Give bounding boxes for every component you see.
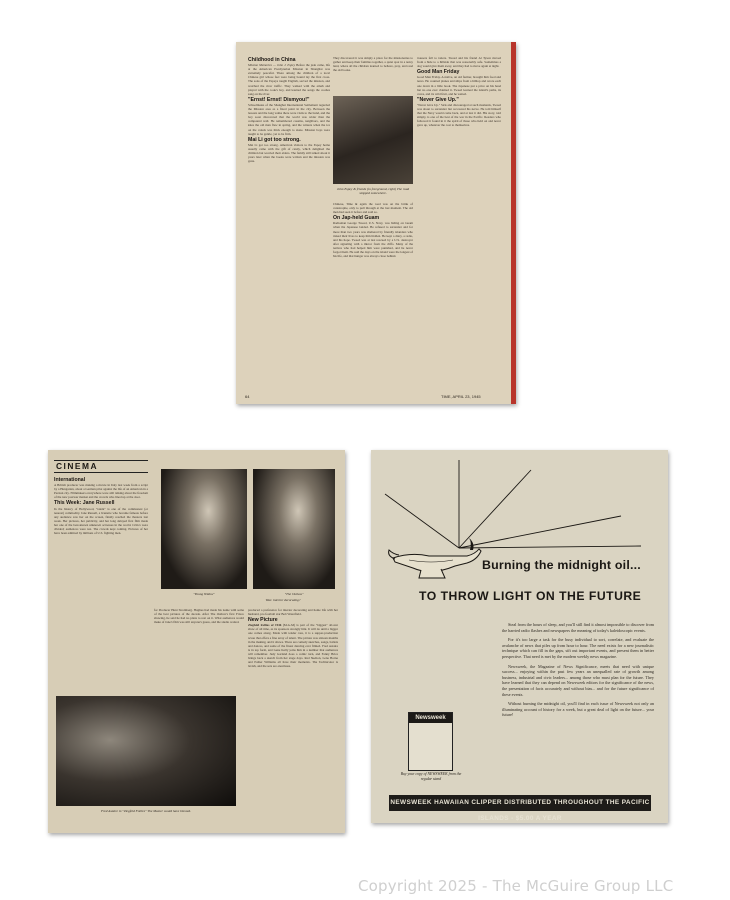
- subhead-4: Good Man Friday: [417, 69, 460, 76]
- magazine-page-newsweek-ad: [371, 450, 668, 823]
- text-column-2-top: They discovered it was simply a place for the missionaries to gather and keep their families together, a quiet spot in a noisy land, where all the children learned to behave, pray, and read the old books.: [333, 56, 413, 73]
- ad-body-paragraph: Newsweek, the Magazine of News Significance, meets that need with unique success... enjoying within the past few years an unequalled rate of growth among business, industrial and civic leaders... among those who must plan for the future. They have learned that they can depend on Newsweek editors for the significance of the news, the presentation of facts accurately and without bias... and for the future significance of these events.: [502, 663, 654, 697]
- new-picture-title: Ziegfeld Follies of 1946: [248, 623, 282, 628]
- page-number: 64: [245, 394, 250, 399]
- text-column-3: trousers fell to tatters. Tweed and his friend Al Tyson moved from a hide to a hillside that was reasonably safe. Sometimes a dog would give them away, and they had to move again at night. Good Man Friday Good Man Friday. A native, an old farmer, brought him food and news. He counted planes and ships from a hilltop and wrote each one down in a little book. The Japanese put a price on his head but no one ever claimed it. Tweed learned the island's paths, its caves, and its wild fruit, and he waited. "Never Give Up." "Never Give Up." Sick and discouraged at such moments, Tweed was about to surrender but recovered his nerve. He told himself that the Navy would come back, and at last it did. His story, told simply, is one of the best of the war in the Pacific. Readers who followed it found in it the spirit of those who held on and never gave up, whatever the cost to themselves.: [417, 56, 501, 128]
- cinema-column-1: International A British producer was making a movie in Italy last week from a script by a Hungarian, about a German pilot against the life of an American in a Persian city. Filmmakers everywhere were still talking about the freedom of the new postwar market and the crowds who lined up at the door. This Week: Jane Russell In the history of Hollywood, "talent" is one of the commonest (or nearest) commodity. Jane Russell, a brunette who became famous before any audience saw her on the screen, finally reached the theaters last week. Her pictures, her publicity, and her long delayed first film made her one of the best-known unknown actresses in the world. Critics were divided; audiences were not. The crowds kept coming. Pictures of her have been admired by millions of U.S. fighting men.: [54, 477, 148, 536]
- newsweek-logo: Newsweek: [409, 713, 452, 723]
- photo-ziegfeld-follies: [56, 696, 236, 806]
- caption-young-widow: "Young Widow": [193, 592, 215, 596]
- cinema-header-text: CINEMA: [56, 461, 99, 471]
- text-column-2: Chinese, Time & again the road was on the brink of catastrophe, only to pull through at the last moment. The old men had seen it before and said so. On Jap-held Guam Radioman George Tweed, U.S. Navy, was hiding on Guam when the Japanese landed. He refused to surrender and for more than two years was sheltered by friendly islanders who risked their lives to keep him hidden. He kept a diary, a radio, and his hope. Tweed was at last rescued by a U.S. destroyer after signaling with a mirror from the cliffs. Many of the natives who had helped him were punished, and he never forgot them. He said the days on the island were the longest of his life, and that hunger was always close behind.: [333, 202, 413, 259]
- subhead-1: "Ernst! Ernst! Dismyou!": [248, 96, 310, 103]
- section-new-picture: New Picture: [248, 617, 278, 624]
- section-this-week: This Week: Jane Russell: [54, 500, 115, 507]
- photo-children: [333, 96, 413, 184]
- caption-subtitle: Was: interior decorating?: [265, 598, 301, 602]
- cinema-column-2: for Producer Hunt Stromberg. Hughes had made his name with some of the best pictures of the decade. After The Outlaw's first Frisco showing, he said he had no plans to rest on it. What audiences would make of Jane's film was still anyone's guess, and the studio waited.: [154, 608, 244, 625]
- ad-body-copy: [502, 622, 654, 722]
- subhead-2: Mai Li got too strong.: [248, 136, 301, 143]
- oil-lamp-rays-illustration: [371, 450, 668, 610]
- cinema-column-3: produced a preference for interior decorating and home life with her husband, pro football star Bob Waterfield. New Picture Ziegfeld Follies of 1946 (M-G-M) is part of the "biggest" all-star show of all time, as its sponsors strongly hint. It will do until a bigger one comes along. Made with tender care, it is a supper-production revue that offers a fine array of talent. The picture was sixteen months in the making, and it shows. There are comedy sketches, songs, ballets and dances, and some of the finest dancing ever filmed. Fred Astaire is in top form, and Gene Kelly joins him in a number that audiences will remember. Judy Garland does a comic turn, and Fanny Brice brings back a sketch from her stage days. Red Skelton, Lena Horne and Esther Williams all have their moments. The Technicolor is lavish, and the sets are enormous.: [248, 608, 338, 669]
- oil-lamp-icon: [389, 538, 481, 578]
- section-international: International: [54, 477, 86, 483]
- photo-young-widow: [161, 469, 247, 589]
- ad-headline-midnight-oil: Burning the midnight oil...: [482, 558, 641, 572]
- section-subheading: Mission Memories — John J. Espey: [248, 63, 296, 68]
- ad-headline-light-future: TO THROW LIGHT ON THE FUTURE: [419, 589, 642, 603]
- magazine-page-cinema: [48, 450, 345, 833]
- photo-caption: John Espey & friends (in foreground, right) The road stopped somewhere.: [336, 187, 410, 195]
- copyright-watermark: Copyright 2025 - The McGuire Group LLC: [358, 877, 674, 895]
- red-spine-edge: [511, 42, 516, 404]
- page-footer: TIME, APRIL 23, 1945: [441, 394, 481, 399]
- magazine-page-time: [236, 42, 516, 404]
- ad-body-paragraph: Without burning the midnight oil, you'll find in each issue of Newsweek not only an illuminating account of history for a week, but a great deal of light on the future... your future!: [502, 701, 654, 718]
- photo-the-outlaw: [253, 469, 335, 589]
- ad-body-paragraph: For it's too large a task for the busy individual to sort, correlate, and evaluate the avalanche of news that piles up from hour to hour. The need exists for a new journalistic technique which can fill in the gaps, sift out important events, and present them in better perspective. That need is met by the modern weekly news magazine.: [502, 637, 654, 659]
- ad-footer-banner: NEWSWEEK HAWAIIAN CLIPPER DISTRIBUTED THROUGHOUT THE PACIFIC ISLANDS - $5.00 A YEAR: [389, 795, 651, 811]
- caption-the-outlaw: "The Outlaw": [284, 592, 304, 596]
- caption-follies: Fred Astaire in "Ziegfeld Follies" The Master would have blessed.: [101, 809, 191, 813]
- subhead-5: "Never Give Up.": [417, 96, 459, 103]
- text-column-1: Childhood in China Mission Memories — John J. Espey Before the jade came, life at the American Presbyterian Mission in Shanghai was extremely peaceful. There among the children of a local Chinese girl whose feet were being bound lay the first cross. The sons of the Espeys taught English, served the mission, and watched the river traffic. They walked with the amah and played with the cook's boy, and learned the songs the coolies sang on the river. "Ernst! Ernst! Dismyou!" Schoolmates of the Shanghai International Settlement regarded the Mission area as a fixed point in the city. Between the lessons and the long walks there were visits to the bund, and the boy soon discovered that the world was wider than the compound wall. He remembered cousins, neighbors, and the kites the old man flew in spring, and the winters when the ice on the canals was thick enough to skate. Mission boys were taught to be gentle, yet to be firm. Mai Li got too strong. Mai Li got too strong. American visitors to the Espey home usually came with the gift of candy, which delighted the children but worried their elders. The family still talked about it years later when the books were written and the mission was gone.: [248, 57, 330, 164]
- newsweek-box-caption: Buy your copy of NEWSWEEK from the regular stand: [400, 772, 462, 781]
- section-heading-childhood: Childhood in China: [248, 57, 296, 63]
- subhead-3: On Jap-held Guam: [333, 215, 380, 222]
- cinema-header: [54, 460, 148, 473]
- ad-body-paragraph: Steal from the hours of sleep, and you'll still find it almost impossible to discover from the harried radio flashes and newspapers the meaning of today's kaleidoscopic events.: [502, 622, 654, 633]
- newsweek-cover-box: [408, 712, 453, 771]
